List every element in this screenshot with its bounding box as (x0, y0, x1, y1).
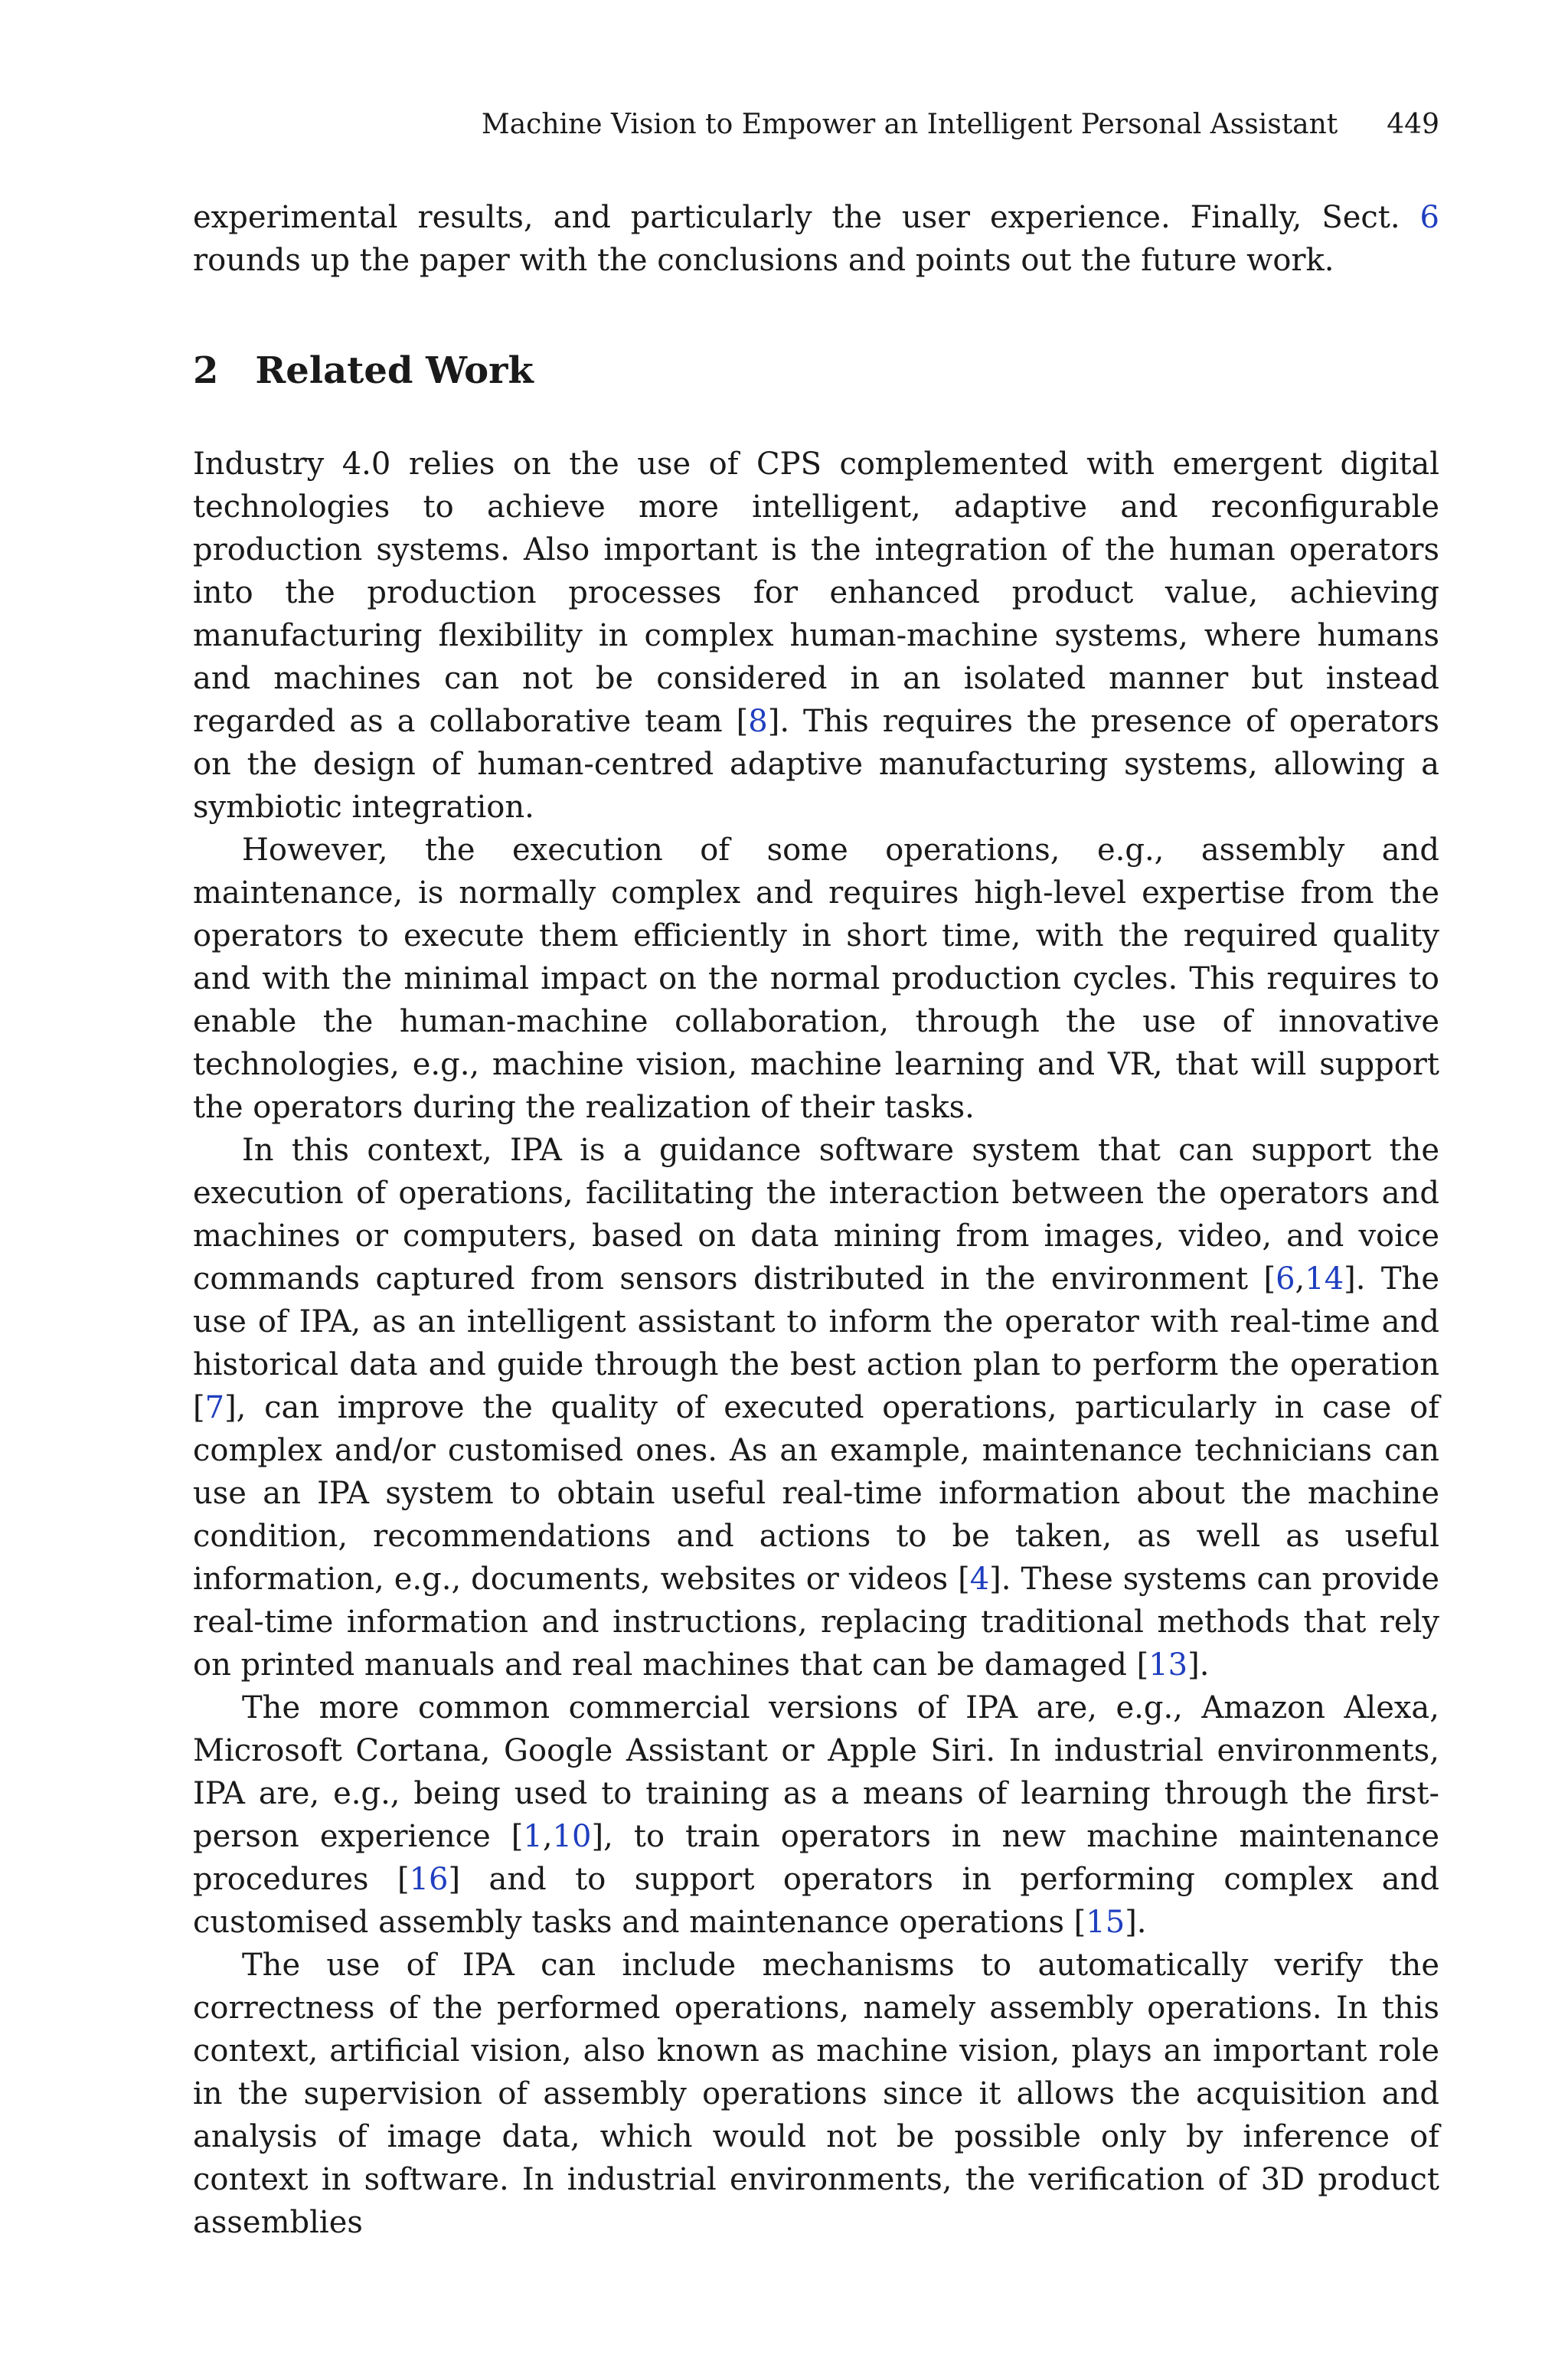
intro-paragraph (193, 196, 1439, 282)
section-number: 2 (193, 349, 219, 392)
paragraph-1: Industry 4.0 relies on the use of CPS complemented with emergent digital technologies to achieve more intelligent, adaptive and reconfigurable production systems. Also important is the integration of the human operators into the production processes for enhanced product value, achieving manufacturing flexibility in complex human-machine systems, where humans and machines can not be considered in an isolated manner but instead regarded as a collaborative team [8]. This requires the presence of operators on the design of human-centred adaptive manufacturing systems, allowing a symbiotic integration. (193, 446, 1440, 825)
paragraph-2: However, the execution of some operations, e.g., assembly and maintenance, is normally complex and requires high-level expertise from the operators to execute them efficiently in short time, with the required quality and with the minimal impact on the normal production cycles. This requires to enable the human-machine collaboration, through the use of innovative technologies, e.g., machine vision, machine learning and VR, that will support the operators during the realization of their tasks. (193, 832, 1439, 1125)
citation-link[interactable]: 10 (552, 1819, 592, 1854)
citation-link[interactable]: 14 (1305, 1261, 1344, 1297)
citation-link[interactable]: 6 (1276, 1261, 1295, 1297)
citation-link[interactable]: 8 (748, 704, 768, 739)
citation-link[interactable]: 1 (523, 1819, 543, 1854)
running-header (193, 106, 1439, 144)
citation-link[interactable]: 13 (1148, 1647, 1188, 1683)
citation-link[interactable]: 15 (1086, 1905, 1125, 1940)
section-body (193, 443, 1439, 2244)
paragraph-3: In this context, IPA is a guidance software system that can support the execution of operations, facilitating the interaction between the operators and machines or computers, based on data mining from images, video, and voice commands captured from sensors distributed in the environment [6,14]. The use of IPA, as an intelligent assistant to inform the operator with real-time and historical data and guide through the best action plan to perform the operation [7], can improve the quality of executed operations, particularly in case of complex and/or customised ones. As an example, maintenance technicians can use an IPA system to obtain useful real-time information about the machine condition, recommendations and actions to be taken, as well as useful information, e.g., documents, websites or videos [4]. These systems can provide real-time information and instructions, replacing traditional methods that rely on printed manuals and real machines that can be damaged [13]. (193, 1133, 1439, 1683)
page-number: 449 (1387, 109, 1439, 140)
paragraph-4: The more common commercial versions of IPA are, e.g., Amazon Alexa, Microsoft Cortana, Google Assistant or Apple Siri. In industrial environments, IPA are, e.g., being used to training as a means of learning through the first-person experience [1,10], to train operators in new machine maintenance procedures [16] and to support operators in performing complex and customised assembly tasks and maintenance operations [15]. (193, 1690, 1439, 1940)
paragraph: experimental results, and particularly the user experience. Finally, Sect. 6 rounds up the paper with the conclusions and points out the future work. (193, 200, 1439, 278)
section-heading (193, 346, 534, 395)
citation-link[interactable]: 16 (409, 1862, 449, 1897)
section-title: Related Work (255, 349, 534, 392)
paragraph-5: The use of IPA can include mechanisms to automatically verify the correctness of the performed operations, namely assembly operations. In this context, artificial vision, also known as machine vision, plays an important role in the supervision of assembly operations since it allows the acquisition and analysis of image data, which would not be possible only by inference of context in software. In industrial environments, the verification of 3D product assemblies (193, 1948, 1439, 2240)
citation-link[interactable]: 4 (969, 1562, 990, 1597)
running-title: Machine Vision to Empower an Intelligent Personal Assistant (481, 109, 1338, 140)
section-link[interactable]: 6 (1419, 200, 1439, 235)
citation-link[interactable]: 7 (204, 1390, 225, 1425)
